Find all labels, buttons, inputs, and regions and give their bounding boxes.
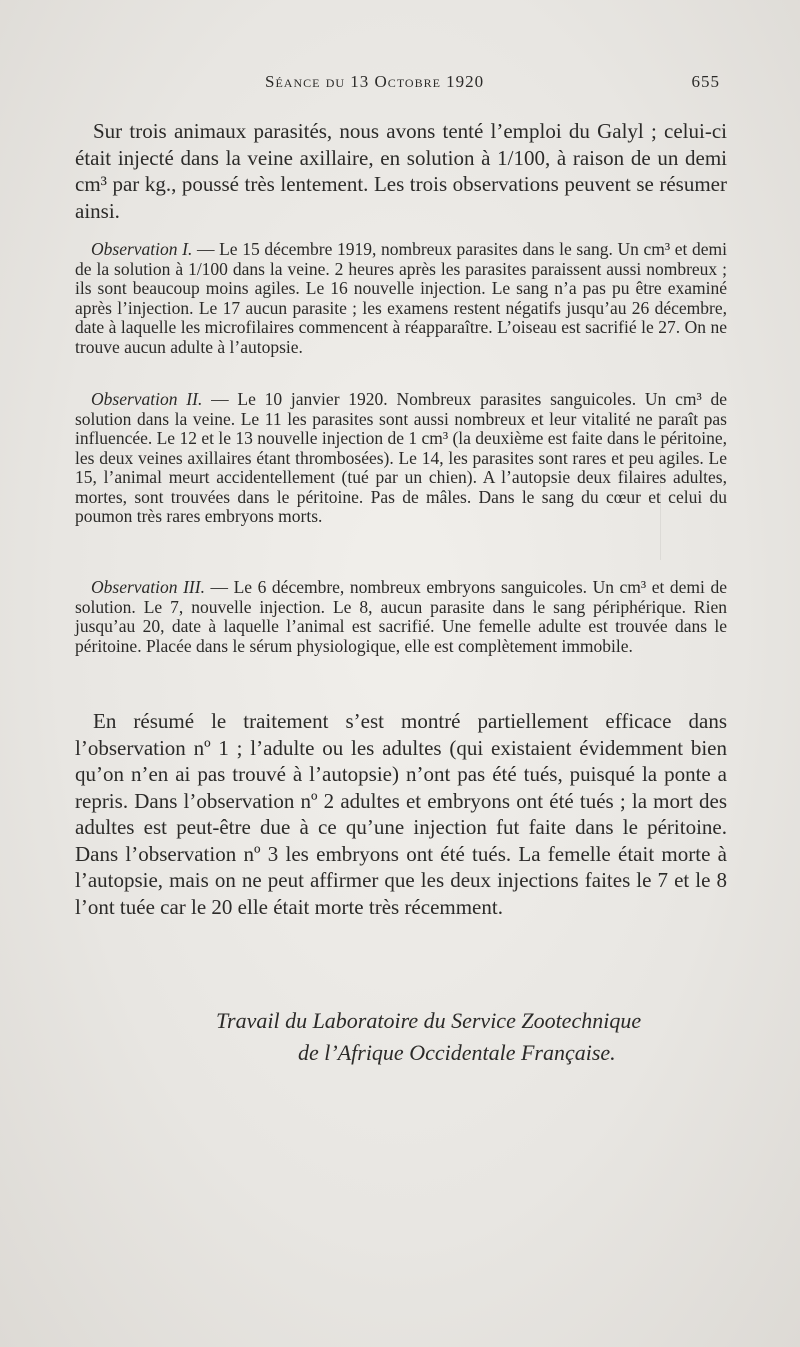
credit-line-1: Travail du Laboratoire du Service Zootechnique	[216, 1008, 642, 1033]
observation-1-label: Observation I.	[91, 239, 193, 259]
observation-2-text: — Le 10 janvier 1920. Nombreux parasites sanguicoles. Un cm³ de solution dans la veine. Le 11 les parasites sont aussi nombreux et leur vitalité ne paraît pas influencée. Le 12 et le 13 nouvelle injection de 1 cm³ (la deuxième est faite dans le péritoine, les deux veines axillaires étant thrombosées). Le 14, les parasites sont rares et peu agiles. Le 15, l’animal meurt accidentellement (tué par un chien). A l’autopsie deux filaires adultes, mortes, sont trouvées dans le péritoine. Pas de mâles. Dans le sang du cœur et celui du poumon très rares embryons morts.	[75, 389, 728, 526]
summary-paragraph: En résumé le traitement s’est montré partiellement efficace dans l’observation nº 1 ; l’adulte ou les adultes (qui existaient évidemment bien qu’on n’en ai pas trouvé à l’autopsie) n’ont pas été tués, puisqué la ponte a repris. Dans l’observation nº 2 adultes et embryons ont été tués ; la mort des adultes est peut-être due à ce qu’une injection fut faite dans le péritoine. Dans l’observation nº 3 les embryons ont été tués. La femelle était morte à l’autopsie, mais on ne peut affirmer que les deux injections faites le 7 et le 8 l’ont tuée car le 20 elle était morte très récemment.	[75, 709, 727, 919]
observation-3-label: Observation III.	[91, 577, 205, 597]
observation-2	[75, 390, 727, 527]
page-number: 655	[691, 72, 720, 91]
observation-3-text: — Le 6 décembre, nombreux embryons sanguicoles. Un cm³ et demi de solution. Le 7, nouvelle injection. Le 8, aucun parasite dans le sang périphérique. Rien jusqu’au 20, date à laquelle l’animal est sacrifié. Une femelle adulte est trouvée dans le péritoine. Placée dans le sérum physiologique, elle est complètement immobile.	[75, 577, 727, 656]
running-header	[75, 72, 720, 96]
observation-1-text: — Le 15 décembre 1919, nombreux parasites dans le sang. Un cm³ et demi de la solution à 1/100 dans la veine. 2 heures après les parasites paraissent aussi nombreux ; ils sont beaucoup moins agiles. Le 16 nouvelle injection. Le sang n’a pas pu être examiné après l’injection. Le 17 aucun parasite ; les examens restent négatifs jusqu’au 26 décembre, date à laquelle les microfilaires commencent à réapparaître. L’oiseau est sacrifié le 27. On ne trouve aucun adulte à l’autopsie.	[75, 239, 727, 357]
header-title: Séance du 13 Octobre 1920	[265, 72, 485, 91]
credit-line-2: de l’Afrique Occidentale Française.	[298, 1040, 616, 1065]
observation-3	[75, 578, 727, 656]
paper-crease	[660, 440, 661, 560]
observation-1	[75, 240, 727, 357]
observation-2-label: Observation II.	[91, 389, 203, 409]
intro-paragraph: Sur trois animaux parasités, nous avons tenté l’emploi du Galyl ; celui-ci était injecté dans la veine axillaire, en solution à 1/100, à raison de un demi cm³ par kg., poussé très lentement. Les trois observations peuvent se résumer ainsi.	[75, 119, 727, 223]
